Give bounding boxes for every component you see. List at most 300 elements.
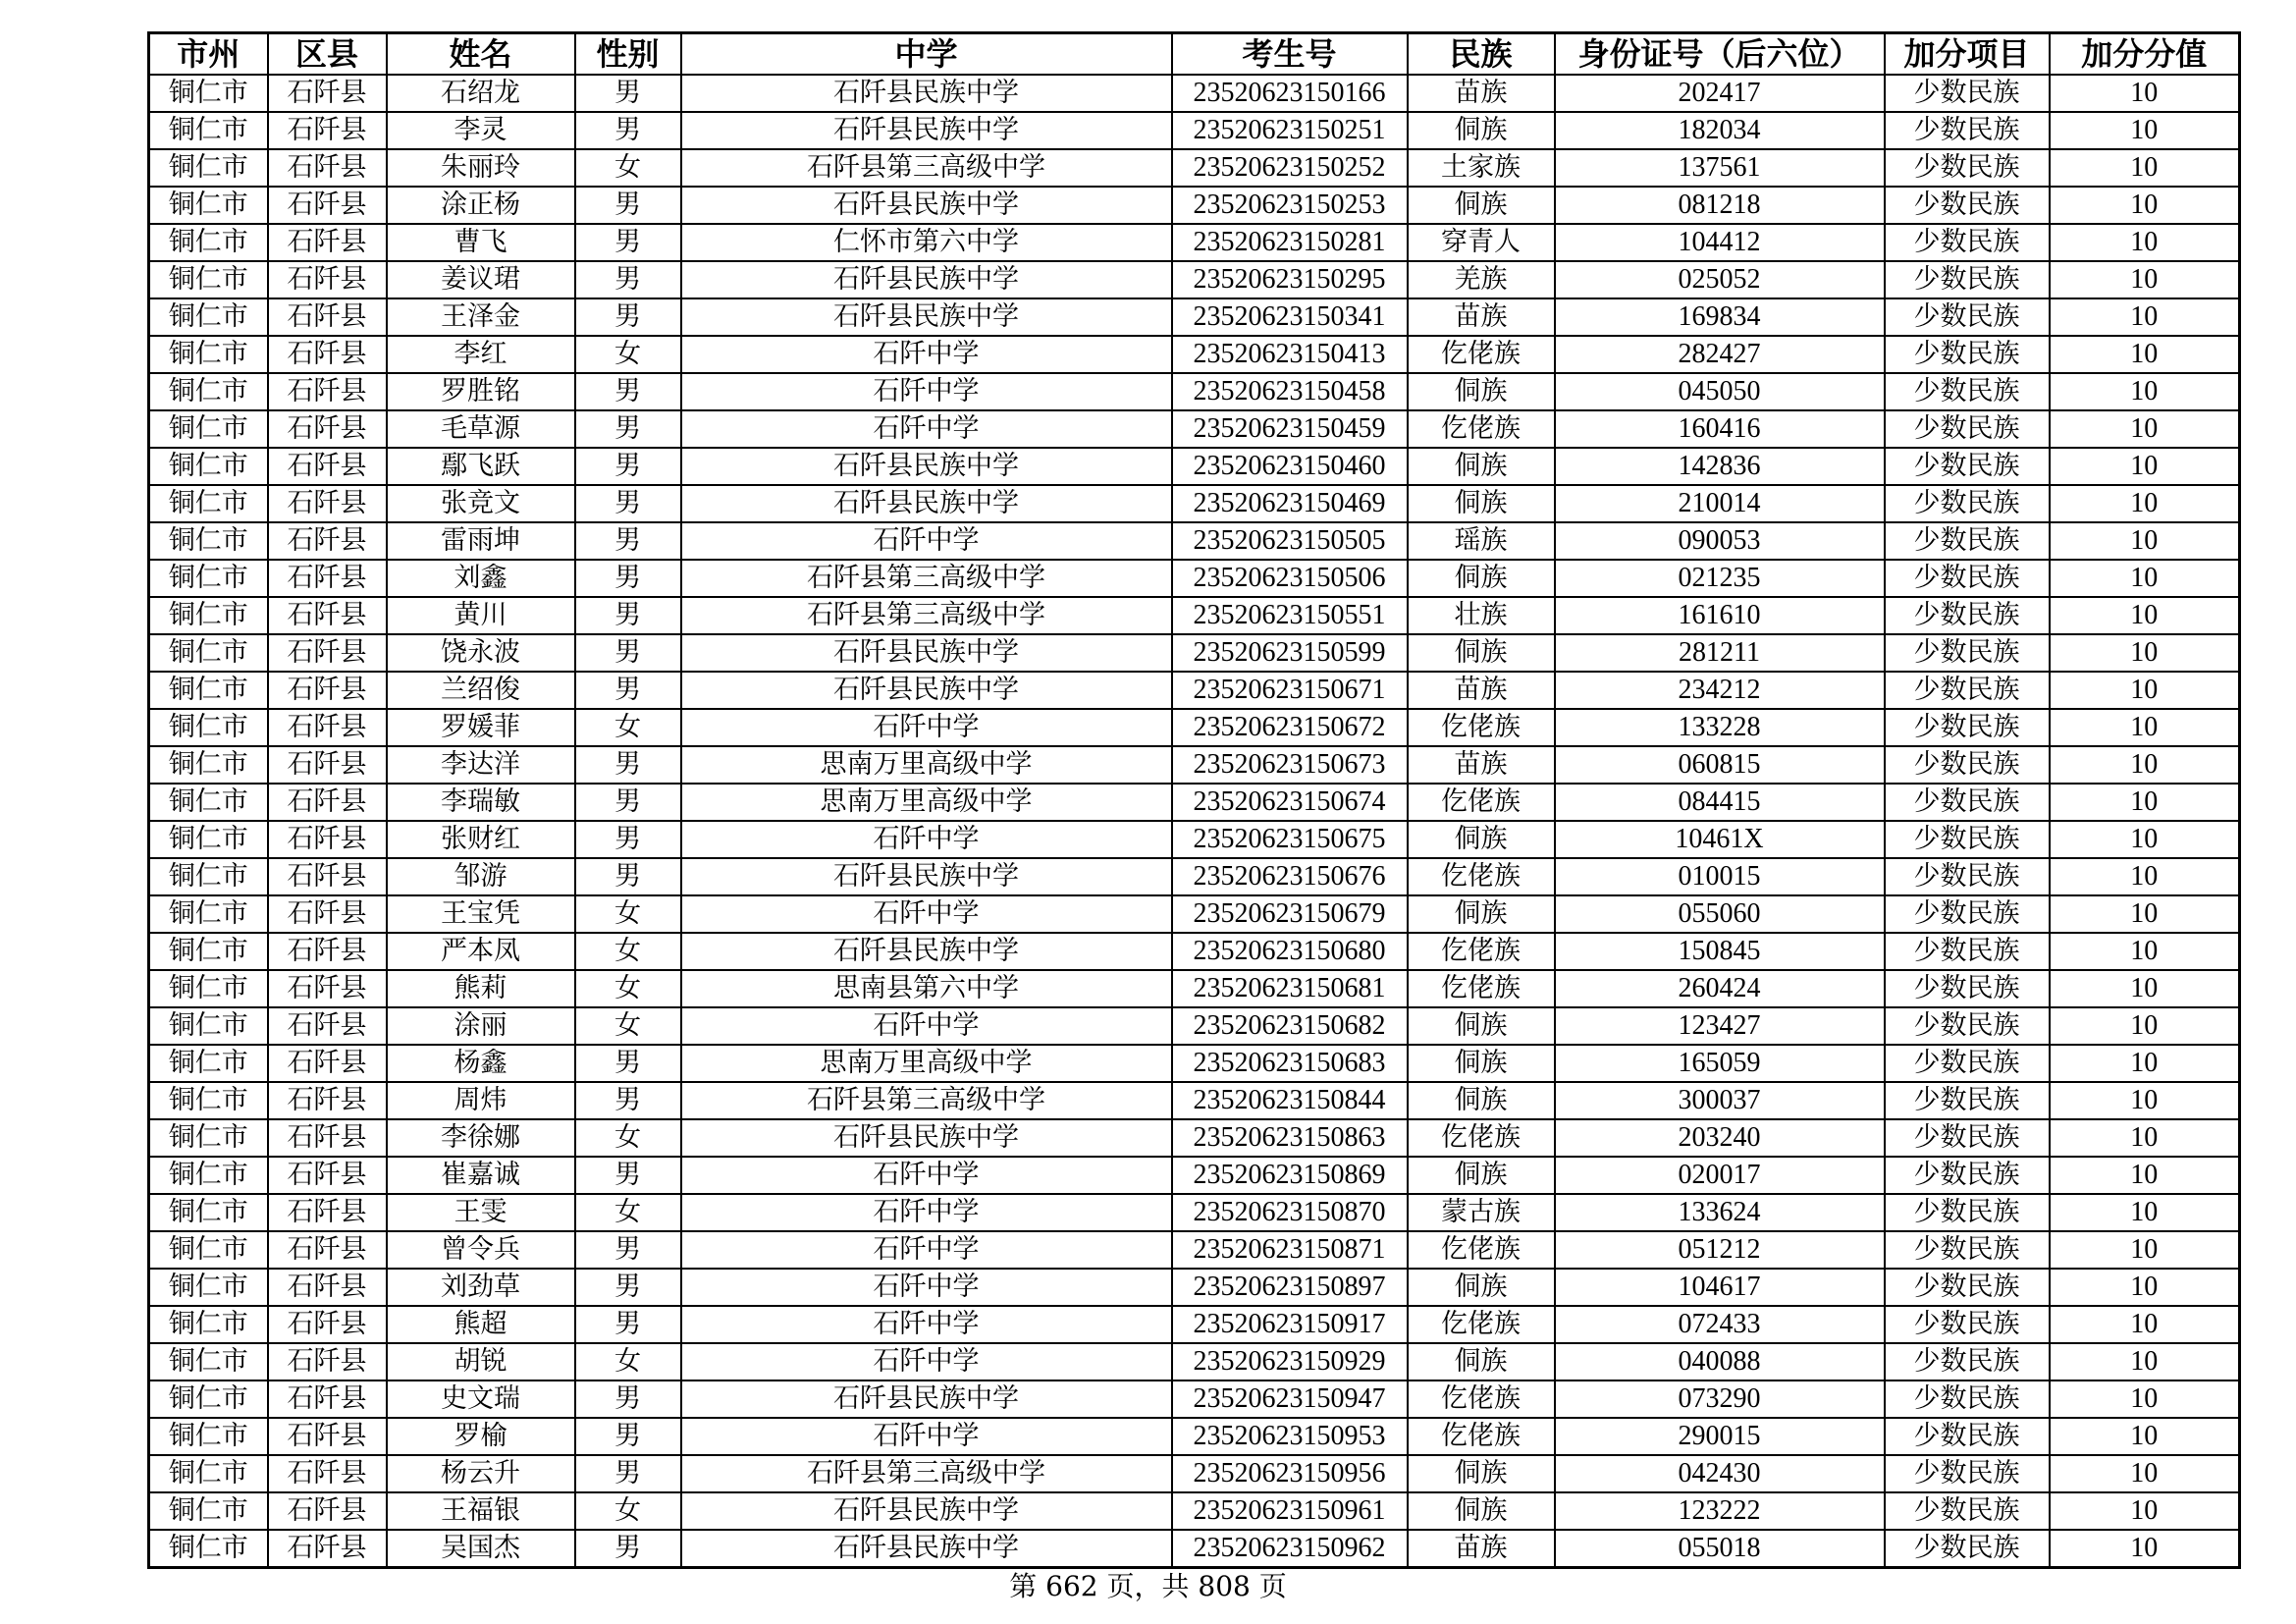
cell-ethnicity: 壮族	[1408, 597, 1555, 634]
table-body	[149, 75, 2240, 1568]
table-row	[149, 448, 2240, 485]
cell-id-last6: 104412	[1555, 224, 1885, 261]
cell-bonus-item: 少数民族	[1885, 1194, 2050, 1231]
cell-id-last6: 260424	[1555, 970, 1885, 1007]
cell-bonus-item: 少数民族	[1885, 895, 2050, 933]
cell-bonus-value: 10	[2050, 709, 2240, 746]
cell-exam-number: 23520623150551	[1172, 597, 1408, 634]
cell-school: 石阡县民族中学	[681, 187, 1172, 224]
cell-name: 王福银	[387, 1492, 575, 1530]
cell-ethnicity: 侗族	[1408, 1007, 1555, 1045]
cell-exam-number: 23520623150459	[1172, 410, 1408, 448]
cell-id-last6: 133624	[1555, 1194, 1885, 1231]
table-row	[149, 373, 2240, 410]
cell-id-last6: 150845	[1555, 933, 1885, 970]
cell-name: 熊莉	[387, 970, 575, 1007]
table-row	[149, 485, 2240, 522]
cell-name: 姜议珺	[387, 261, 575, 298]
cell-bonus-item: 少数民族	[1885, 1007, 2050, 1045]
cell-county: 石阡县	[268, 1194, 387, 1231]
cell-id-last6: 165059	[1555, 1045, 1885, 1082]
cell-school: 石阡县民族中学	[681, 485, 1172, 522]
cell-exam-number: 23520623150871	[1172, 1231, 1408, 1269]
cell-bonus-item: 少数民族	[1885, 672, 2050, 709]
cell-city: 铜仁市	[149, 336, 268, 373]
table-row	[149, 597, 2240, 634]
cell-gender: 男	[575, 410, 681, 448]
cell-county: 石阡县	[268, 597, 387, 634]
cell-bonus-item: 少数民族	[1885, 1231, 2050, 1269]
cell-gender: 男	[575, 187, 681, 224]
cell-gender: 男	[575, 1157, 681, 1194]
cell-exam-number: 23520623150253	[1172, 187, 1408, 224]
cell-city: 铜仁市	[149, 1380, 268, 1418]
table-row	[149, 858, 2240, 895]
cell-id-last6: 161610	[1555, 597, 1885, 634]
cell-bonus-value: 10	[2050, 485, 2240, 522]
cell-exam-number: 23520623150869	[1172, 1157, 1408, 1194]
cell-name: 罗榆	[387, 1418, 575, 1455]
cell-exam-number: 23520623150844	[1172, 1082, 1408, 1119]
cell-school: 石阡县民族中学	[681, 1530, 1172, 1568]
cell-county: 石阡县	[268, 1492, 387, 1530]
cell-id-last6: 090053	[1555, 522, 1885, 560]
cell-school: 思南万里高级中学	[681, 784, 1172, 821]
cell-bonus-value: 10	[2050, 1343, 2240, 1380]
cell-school: 石阡县民族中学	[681, 933, 1172, 970]
cell-ethnicity: 仡佬族	[1408, 1418, 1555, 1455]
cell-ethnicity: 苗族	[1408, 672, 1555, 709]
cell-ethnicity: 仡佬族	[1408, 858, 1555, 895]
cell-ethnicity: 仡佬族	[1408, 933, 1555, 970]
cell-school: 石阡县第三高级中学	[681, 597, 1172, 634]
cell-id-last6: 020017	[1555, 1157, 1885, 1194]
cell-county: 石阡县	[268, 522, 387, 560]
cell-gender: 女	[575, 1492, 681, 1530]
cell-exam-number: 23520623150251	[1172, 112, 1408, 149]
cell-county: 石阡县	[268, 970, 387, 1007]
cell-school: 石阡中学	[681, 1007, 1172, 1045]
cell-city: 铜仁市	[149, 112, 268, 149]
cell-bonus-item: 少数民族	[1885, 261, 2050, 298]
cell-id-last6: 051212	[1555, 1231, 1885, 1269]
cell-exam-number: 23520623150673	[1172, 746, 1408, 784]
cell-id-last6: 104617	[1555, 1269, 1885, 1306]
cell-city: 铜仁市	[149, 1530, 268, 1568]
cell-county: 石阡县	[268, 933, 387, 970]
cell-county: 石阡县	[268, 485, 387, 522]
cell-school: 石阡县第三高级中学	[681, 1455, 1172, 1492]
cell-bonus-item: 少数民族	[1885, 75, 2050, 112]
cell-bonus-value: 10	[2050, 261, 2240, 298]
cell-bonus-value: 10	[2050, 1455, 2240, 1492]
table-row	[149, 821, 2240, 858]
cell-gender: 男	[575, 448, 681, 485]
cell-name: 朱丽玲	[387, 149, 575, 187]
cell-name: 崔嘉诚	[387, 1157, 575, 1194]
cell-city: 铜仁市	[149, 373, 268, 410]
cell-city: 铜仁市	[149, 1231, 268, 1269]
cell-city: 铜仁市	[149, 1157, 268, 1194]
cell-name: 王泽金	[387, 298, 575, 336]
cell-bonus-value: 10	[2050, 895, 2240, 933]
cell-city: 铜仁市	[149, 75, 268, 112]
cell-id-last6: 055018	[1555, 1530, 1885, 1568]
cell-ethnicity: 仡佬族	[1408, 709, 1555, 746]
cell-bonus-value: 10	[2050, 149, 2240, 187]
cell-city: 铜仁市	[149, 1343, 268, 1380]
cell-bonus-value: 10	[2050, 1007, 2240, 1045]
cell-gender: 女	[575, 709, 681, 746]
cell-name: 石绍龙	[387, 75, 575, 112]
cell-city: 铜仁市	[149, 784, 268, 821]
cell-name: 刘鑫	[387, 560, 575, 597]
table-row	[149, 1007, 2240, 1045]
cell-city: 铜仁市	[149, 261, 268, 298]
table-row	[149, 560, 2240, 597]
cell-city: 铜仁市	[149, 1418, 268, 1455]
table-row	[149, 75, 2240, 112]
cell-bonus-value: 10	[2050, 634, 2240, 672]
cell-ethnicity: 侗族	[1408, 373, 1555, 410]
cell-county: 石阡县	[268, 1045, 387, 1082]
table-row	[149, 336, 2240, 373]
cell-county: 石阡县	[268, 1231, 387, 1269]
cell-bonus-item: 少数民族	[1885, 336, 2050, 373]
cell-school: 石阡县第三高级中学	[681, 560, 1172, 597]
cell-exam-number: 23520623150870	[1172, 1194, 1408, 1231]
cell-school: 石阡中学	[681, 1269, 1172, 1306]
cell-county: 石阡县	[268, 821, 387, 858]
table-row	[149, 1157, 2240, 1194]
cell-city: 铜仁市	[149, 485, 268, 522]
cell-ethnicity: 苗族	[1408, 1530, 1555, 1568]
cell-ethnicity: 仡佬族	[1408, 1306, 1555, 1343]
cell-bonus-value: 10	[2050, 522, 2240, 560]
cell-id-last6: 040088	[1555, 1343, 1885, 1380]
cell-id-last6: 060815	[1555, 746, 1885, 784]
cell-id-last6: 072433	[1555, 1306, 1885, 1343]
cell-bonus-value: 10	[2050, 1194, 2240, 1231]
cell-id-last6: 182034	[1555, 112, 1885, 149]
cell-county: 石阡县	[268, 1269, 387, 1306]
cell-exam-number: 23520623150962	[1172, 1530, 1408, 1568]
cell-ethnicity: 苗族	[1408, 298, 1555, 336]
cell-county: 石阡县	[268, 1082, 387, 1119]
cell-school: 石阡中学	[681, 373, 1172, 410]
cell-bonus-value: 10	[2050, 858, 2240, 895]
cell-gender: 女	[575, 1007, 681, 1045]
cell-school: 思南万里高级中学	[681, 746, 1172, 784]
cell-id-last6: 137561	[1555, 149, 1885, 187]
cell-exam-number: 23520623150460	[1172, 448, 1408, 485]
cell-gender: 男	[575, 112, 681, 149]
cell-bonus-value: 10	[2050, 448, 2240, 485]
cell-bonus-value: 10	[2050, 410, 2240, 448]
cell-name: 李达洋	[387, 746, 575, 784]
cell-bonus-value: 10	[2050, 224, 2240, 261]
cell-school: 石阡中学	[681, 1157, 1172, 1194]
cell-exam-number: 23520623150295	[1172, 261, 1408, 298]
cell-id-last6: 081218	[1555, 187, 1885, 224]
cell-gender: 女	[575, 1119, 681, 1157]
cell-school: 石阡县民族中学	[681, 1119, 1172, 1157]
cell-school: 思南万里高级中学	[681, 1045, 1172, 1082]
cell-bonus-item: 少数民族	[1885, 1418, 2050, 1455]
cell-name: 李瑞敏	[387, 784, 575, 821]
cell-name: 鄢飞跃	[387, 448, 575, 485]
cell-county: 石阡县	[268, 672, 387, 709]
cell-school: 石阡中学	[681, 895, 1172, 933]
cell-exam-number: 23520623150917	[1172, 1306, 1408, 1343]
table-row	[149, 1380, 2240, 1418]
cell-city: 铜仁市	[149, 224, 268, 261]
cell-gender: 男	[575, 1455, 681, 1492]
header-exam-number: 考生号	[1172, 33, 1408, 76]
table-row	[149, 784, 2240, 821]
cell-gender: 男	[575, 1045, 681, 1082]
cell-id-last6: 045050	[1555, 373, 1885, 410]
cell-bonus-item: 少数民族	[1885, 224, 2050, 261]
cell-city: 铜仁市	[149, 597, 268, 634]
cell-county: 石阡县	[268, 1530, 387, 1568]
cell-id-last6: 282427	[1555, 336, 1885, 373]
cell-gender: 男	[575, 746, 681, 784]
cell-name: 王雯	[387, 1194, 575, 1231]
cell-county: 石阡县	[268, 373, 387, 410]
cell-school: 石阡县民族中学	[681, 858, 1172, 895]
header-bonus-value: 加分分值	[2050, 33, 2240, 76]
cell-id-last6: 142836	[1555, 448, 1885, 485]
cell-city: 铜仁市	[149, 1455, 268, 1492]
cell-bonus-item: 少数民族	[1885, 746, 2050, 784]
cell-county: 石阡县	[268, 149, 387, 187]
header-row	[149, 33, 2240, 76]
cell-school: 石阡县民族中学	[681, 1492, 1172, 1530]
cell-bonus-item: 少数民族	[1885, 448, 2050, 485]
cell-county: 石阡县	[268, 746, 387, 784]
cell-county: 石阡县	[268, 261, 387, 298]
cell-school: 石阡中学	[681, 709, 1172, 746]
cell-id-last6: 290015	[1555, 1418, 1885, 1455]
cell-county: 石阡县	[268, 634, 387, 672]
cell-bonus-item: 少数民族	[1885, 298, 2050, 336]
cell-bonus-value: 10	[2050, 1045, 2240, 1082]
cell-county: 石阡县	[268, 1306, 387, 1343]
cell-city: 铜仁市	[149, 709, 268, 746]
cell-name: 王宝凭	[387, 895, 575, 933]
cell-ethnicity: 侗族	[1408, 560, 1555, 597]
cell-name: 张财红	[387, 821, 575, 858]
table-row	[149, 970, 2240, 1007]
cell-county: 石阡县	[268, 1007, 387, 1045]
header-school: 中学	[681, 33, 1172, 76]
cell-bonus-value: 10	[2050, 1492, 2240, 1530]
cell-gender: 男	[575, 485, 681, 522]
cell-exam-number: 23520623150166	[1172, 75, 1408, 112]
cell-bonus-value: 10	[2050, 1269, 2240, 1306]
cell-ethnicity: 仡佬族	[1408, 970, 1555, 1007]
cell-gender: 女	[575, 895, 681, 933]
cell-bonus-value: 10	[2050, 336, 2240, 373]
cell-county: 石阡县	[268, 187, 387, 224]
cell-city: 铜仁市	[149, 1194, 268, 1231]
cell-ethnicity: 侗族	[1408, 1343, 1555, 1380]
cell-id-last6: 025052	[1555, 261, 1885, 298]
cell-county: 石阡县	[268, 75, 387, 112]
cell-id-last6: 010015	[1555, 858, 1885, 895]
cell-ethnicity: 侗族	[1408, 112, 1555, 149]
cell-bonus-item: 少数民族	[1885, 1119, 2050, 1157]
table-row	[149, 224, 2240, 261]
cell-school: 石阡中学	[681, 1306, 1172, 1343]
cell-exam-number: 23520623150341	[1172, 298, 1408, 336]
cell-ethnicity: 侗族	[1408, 634, 1555, 672]
cell-name: 毛草源	[387, 410, 575, 448]
cell-county: 石阡县	[268, 298, 387, 336]
cell-gender: 男	[575, 373, 681, 410]
table-row	[149, 410, 2240, 448]
table-row	[149, 187, 2240, 224]
cell-gender: 女	[575, 1343, 681, 1380]
header-name: 姓名	[387, 33, 575, 76]
cell-bonus-item: 少数民族	[1885, 821, 2050, 858]
cell-name: 雷雨坤	[387, 522, 575, 560]
cell-school: 石阡县民族中学	[681, 448, 1172, 485]
cell-gender: 男	[575, 298, 681, 336]
cell-name: 李红	[387, 336, 575, 373]
cell-exam-number: 23520623150956	[1172, 1455, 1408, 1492]
cell-county: 石阡县	[268, 224, 387, 261]
cell-city: 铜仁市	[149, 1045, 268, 1082]
cell-id-last6: 042430	[1555, 1455, 1885, 1492]
cell-exam-number: 23520623150506	[1172, 560, 1408, 597]
cell-county: 石阡县	[268, 410, 387, 448]
cell-id-last6: 021235	[1555, 560, 1885, 597]
cell-ethnicity: 仡佬族	[1408, 410, 1555, 448]
cell-ethnicity: 侗族	[1408, 448, 1555, 485]
cell-county: 石阡县	[268, 895, 387, 933]
cell-county: 石阡县	[268, 858, 387, 895]
cell-exam-number: 23520623150929	[1172, 1343, 1408, 1380]
header-city: 市州	[149, 33, 268, 76]
cell-school: 石阡县民族中学	[681, 298, 1172, 336]
cell-name: 罗媛菲	[387, 709, 575, 746]
cell-bonus-value: 10	[2050, 187, 2240, 224]
cell-bonus-item: 少数民族	[1885, 485, 2050, 522]
cell-county: 石阡县	[268, 112, 387, 149]
cell-exam-number: 23520623150458	[1172, 373, 1408, 410]
cell-id-last6: 123427	[1555, 1007, 1885, 1045]
cell-exam-number: 23520623150679	[1172, 895, 1408, 933]
cell-bonus-item: 少数民族	[1885, 410, 2050, 448]
cell-gender: 男	[575, 784, 681, 821]
cell-bonus-value: 10	[2050, 1082, 2240, 1119]
table-row	[149, 1119, 2240, 1157]
cell-bonus-value: 10	[2050, 560, 2240, 597]
cell-gender: 女	[575, 1194, 681, 1231]
cell-ethnicity: 仡佬族	[1408, 784, 1555, 821]
cell-id-last6: 160416	[1555, 410, 1885, 448]
cell-exam-number: 23520623150413	[1172, 336, 1408, 373]
cell-city: 铜仁市	[149, 560, 268, 597]
cell-gender: 男	[575, 224, 681, 261]
bonus-points-table	[147, 31, 2241, 1569]
cell-county: 石阡县	[268, 560, 387, 597]
cell-gender: 男	[575, 634, 681, 672]
header-bonus-item: 加分项目	[1885, 33, 2050, 76]
cell-bonus-value: 10	[2050, 746, 2240, 784]
cell-gender: 男	[575, 1231, 681, 1269]
table-row	[149, 672, 2240, 709]
cell-exam-number: 23520623150671	[1172, 672, 1408, 709]
cell-exam-number: 23520623150953	[1172, 1418, 1408, 1455]
cell-id-last6: 203240	[1555, 1119, 1885, 1157]
cell-city: 铜仁市	[149, 1119, 268, 1157]
cell-city: 铜仁市	[149, 1492, 268, 1530]
cell-ethnicity: 仡佬族	[1408, 336, 1555, 373]
cell-school: 石阡县第三高级中学	[681, 1082, 1172, 1119]
table-row	[149, 933, 2240, 970]
cell-name: 曹飞	[387, 224, 575, 261]
cell-school: 石阡中学	[681, 522, 1172, 560]
cell-bonus-item: 少数民族	[1885, 709, 2050, 746]
cell-bonus-value: 10	[2050, 672, 2240, 709]
cell-exam-number: 23520623150676	[1172, 858, 1408, 895]
cell-school: 石阡中学	[681, 1418, 1172, 1455]
cell-name: 史文瑞	[387, 1380, 575, 1418]
cell-ethnicity: 羌族	[1408, 261, 1555, 298]
cell-gender: 男	[575, 1082, 681, 1119]
cell-bonus-value: 10	[2050, 373, 2240, 410]
cell-id-last6: 055060	[1555, 895, 1885, 933]
cell-exam-number: 23520623150674	[1172, 784, 1408, 821]
cell-ethnicity: 苗族	[1408, 75, 1555, 112]
cell-bonus-item: 少数民族	[1885, 560, 2050, 597]
cell-city: 铜仁市	[149, 634, 268, 672]
cell-gender: 男	[575, 1306, 681, 1343]
cell-school: 石阡县第三高级中学	[681, 149, 1172, 187]
table-row	[149, 522, 2240, 560]
cell-exam-number: 23520623150682	[1172, 1007, 1408, 1045]
cell-ethnicity: 侗族	[1408, 485, 1555, 522]
cell-name: 罗胜铭	[387, 373, 575, 410]
cell-name: 胡锐	[387, 1343, 575, 1380]
cell-ethnicity: 蒙古族	[1408, 1194, 1555, 1231]
table-row	[149, 746, 2240, 784]
cell-city: 铜仁市	[149, 895, 268, 933]
cell-bonus-value: 10	[2050, 1157, 2240, 1194]
cell-name: 邹游	[387, 858, 575, 895]
cell-name: 李徐娜	[387, 1119, 575, 1157]
cell-bonus-item: 少数民族	[1885, 858, 2050, 895]
cell-county: 石阡县	[268, 1343, 387, 1380]
cell-id-last6: 169834	[1555, 298, 1885, 336]
table-row	[149, 1455, 2240, 1492]
cell-bonus-value: 10	[2050, 933, 2240, 970]
cell-city: 铜仁市	[149, 187, 268, 224]
cell-gender: 男	[575, 1418, 681, 1455]
header-county: 区县	[268, 33, 387, 76]
header-gender: 性别	[575, 33, 681, 76]
cell-name: 周炜	[387, 1082, 575, 1119]
table-row	[149, 298, 2240, 336]
cell-gender: 女	[575, 970, 681, 1007]
cell-bonus-item: 少数民族	[1885, 1082, 2050, 1119]
cell-bonus-value: 10	[2050, 1418, 2240, 1455]
cell-city: 铜仁市	[149, 448, 268, 485]
cell-bonus-value: 10	[2050, 821, 2240, 858]
